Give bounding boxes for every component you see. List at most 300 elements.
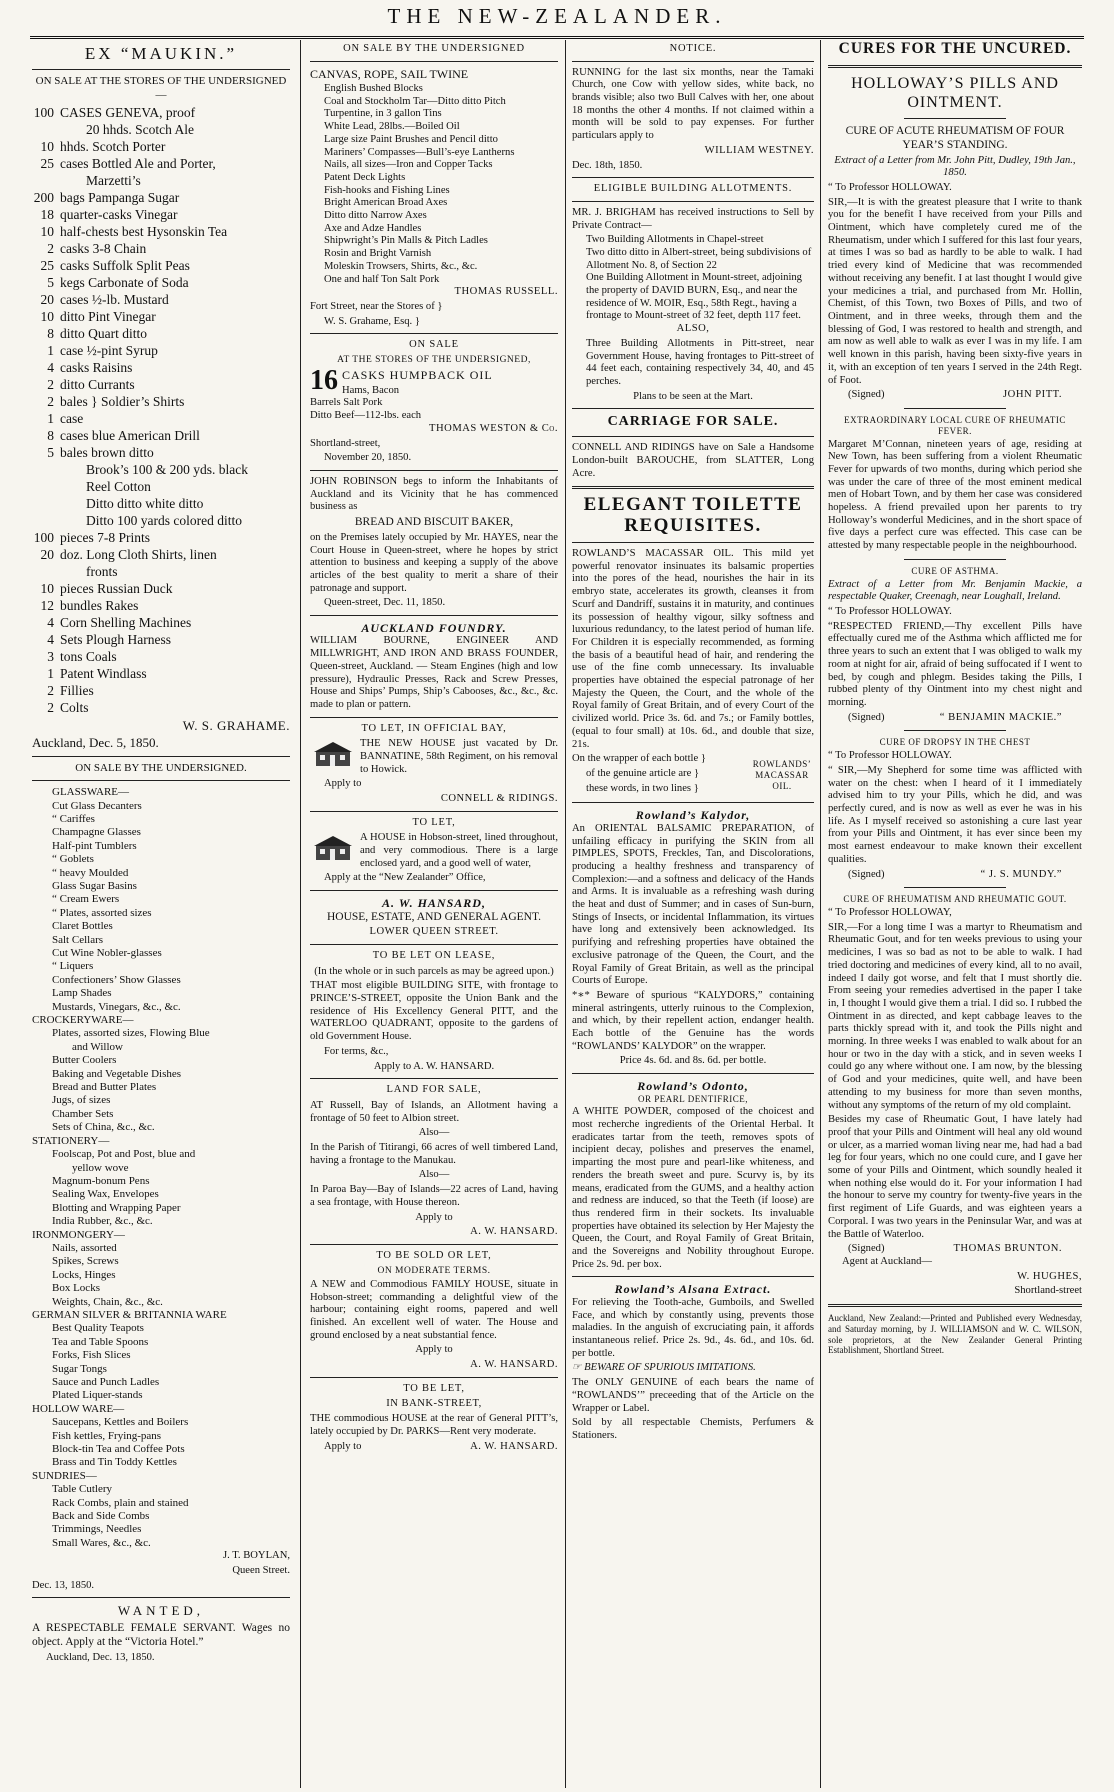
catalogue-text: Butter Coolers — [52, 1054, 117, 1067]
catalogue-text: Rack Combs, plain and stained — [52, 1496, 189, 1509]
list-item: Two Building Allotments in Chapel-street — [586, 234, 764, 246]
brunton-address: “ To Professor HOLLOWAY, — [828, 907, 952, 918]
mackie-address: “ To Professor HOLLOWAY. — [828, 606, 952, 618]
catalogue-line — [32, 1041, 290, 1054]
robinson-date: Queen-street, Dec. 11, 1850. — [324, 597, 446, 609]
catalogue-line — [32, 1403, 290, 1416]
boylan-title: ON SALE BY THE UNDERSIGNED. — [75, 761, 247, 774]
catalogue-text: Sealing Wax, Envelopes — [52, 1188, 159, 1201]
weston-subtitle: AT THE STORES OF THE UNDERSIGNED, — [337, 354, 531, 365]
catalogue-line — [32, 1282, 290, 1295]
inventory-text: Patent Windlass — [60, 665, 147, 681]
agent-label: Agent at Auckland— — [842, 1255, 933, 1267]
inventory-text: pieces Russian Duck — [60, 580, 173, 596]
official-bay-text: THE NEW HOUSE just vacated by Dr. BANNATINE, 58th Regiment, on his removal to Howick. — [360, 738, 558, 775]
inventory-row — [32, 614, 290, 631]
inventory-row — [32, 563, 290, 580]
catalogue-line — [32, 1510, 290, 1523]
notice-date: Dec. 18th, 1850. — [572, 159, 643, 171]
list-item: Turpentine, in 3 gallon Tins — [324, 108, 442, 120]
catalogue-line — [32, 1363, 290, 1376]
catalogue-line — [32, 1014, 290, 1027]
catalogue-text: “ Cariffes — [52, 812, 95, 825]
pitt-signoff — [828, 389, 1082, 402]
inventory-row — [32, 206, 290, 223]
divider — [572, 542, 814, 543]
catalogue-text: Blotting and Wrapping Paper — [52, 1201, 181, 1214]
divider — [310, 944, 558, 945]
catalogue-text: Small Wares, &c., &c. — [52, 1536, 151, 1549]
macassar-wrapper-note — [572, 753, 814, 797]
russell-address-1: Fort Street, near the Stores of } — [310, 300, 443, 312]
inventory-text: case — [60, 410, 84, 426]
wanted-title: WANTED, — [117, 1603, 205, 1619]
allotments-also: ALSO, — [676, 323, 710, 335]
catalogue-text: Jugs, of sizes — [52, 1094, 111, 1107]
weston-number: 16 — [310, 365, 338, 397]
sold-subtitle: ON MODERATE TERMS. — [377, 1265, 491, 1276]
inventory-row — [32, 546, 290, 563]
divider — [310, 1244, 558, 1245]
inventory-qty: 5 — [47, 274, 54, 290]
notice-title: NOTICE. — [669, 43, 717, 54]
catalogue-line — [32, 1336, 290, 1349]
divider — [572, 436, 814, 437]
list-item: One and half Ton Salt Pork — [324, 273, 440, 285]
divider — [904, 118, 1006, 119]
divider — [32, 69, 290, 70]
catalogue-line — [32, 1430, 290, 1443]
inventory-text: tons Coals — [60, 648, 117, 664]
inventory-qty: 3 — [47, 648, 54, 664]
alsana-beware: ☞ BEWARE OF SPURIOUS IMITATIONS. — [572, 1362, 756, 1374]
inventory-qty: 1 — [47, 665, 54, 681]
list-item: White Lead, 28lbs.—Boiled Oil — [324, 121, 460, 133]
catalogue-text: Cut Glass Decanters — [52, 799, 142, 812]
inventory-text: bales } Soldier’s Shirts — [60, 393, 185, 409]
inventory-qty: 2 — [47, 699, 54, 715]
divider — [572, 486, 814, 489]
inventory-text: Colts — [60, 699, 89, 715]
inventory-text: bags Pampanga Sugar — [60, 189, 180, 205]
inventory-row — [32, 359, 290, 376]
inventory-text: kegs Carbonate of Soda — [60, 274, 189, 290]
catalogue-text: Saucepans, Kettles and Boilers — [52, 1416, 189, 1429]
divider — [310, 890, 558, 891]
list-item: Large size Paint Brushes and Pencil ditto — [324, 133, 498, 145]
catalogue-line — [32, 1269, 290, 1282]
catalogue-line — [32, 1162, 290, 1175]
list-item: Axe and Adze Handles — [324, 222, 422, 234]
inventory-row — [32, 189, 290, 206]
catalogue-line — [32, 1188, 290, 1201]
inventory-text: fronts — [86, 563, 118, 579]
catalogue-text: Sets of China, &c., &c. — [52, 1121, 155, 1134]
asthma-title: CURE OF ASTHMA. — [911, 565, 999, 576]
rheumatism-title: CURE OF ACUTE RHEUMATISM OF FOUR YEAR’S STANDING. — [845, 124, 1065, 151]
allotments-list — [572, 234, 814, 323]
sold-apply: Apply to — [415, 1344, 453, 1356]
inventory-text: ditto Currants — [60, 376, 135, 392]
catalogue-line — [32, 1229, 290, 1242]
catalogue-line — [32, 1027, 290, 1040]
russell-first-line: CANVAS, ROPE, SAIL TWINE — [310, 66, 469, 81]
catalogue-text: Fish kettles, Frying-pans — [52, 1429, 162, 1442]
inventory-qty: 12 — [40, 597, 54, 613]
catalogue-text: CROCKERYWARE— — [32, 1014, 134, 1027]
russell-signature: THOMAS RUSSELL. — [454, 286, 558, 298]
catalogue-text: Back and Side Combs — [52, 1510, 150, 1523]
inventory-text: Ditto 100 yards colored ditto — [86, 512, 242, 528]
catalogue-line — [32, 1202, 290, 1215]
column-1 — [32, 40, 290, 1788]
brunton-letter-2: Besides my case of Rheumatic Gout, I have lately had proof that your Pills and Ointment will heal any old wound or ulcer, as a married woman living near me, had had a bad leg for four years, which no one could cure, and I gave her some of your Pills and Ointment, which soundly healed it when nothing else would do it. For your information I had the honour to serve my country for twenty-five years in the first regiment of Life Guards, and was eighteen years a Corporal. I was two years in the Peninsular War, and was at the Battle of Waterloo. — [828, 1114, 1082, 1240]
inventory-row — [32, 580, 290, 597]
catalogue-text: Cut Wine Nobler-glasses — [52, 947, 162, 960]
inventory-qty: 1 — [47, 342, 54, 358]
catalogue-text: Foolscap, Pot and Post, blue and — [52, 1148, 196, 1161]
list-item: Fish-hooks and Fishing Lines — [324, 184, 450, 196]
hobson-text: A HOUSE in Hobson-street, lined throughout, and very commodious. There is a large enclosed yard, and a good well of water, — [360, 832, 558, 869]
divider — [310, 717, 558, 718]
robinson-text: on the Premises lately occupied by Mr. HAYES, near the Court House in Queen-street, where he hopes by strict attention to business and keeping a supply of the above articles of the best quality to merit a share of their patronage and support. — [310, 531, 558, 594]
weston-place: Shortland-street, — [310, 437, 381, 449]
inventory-qty: 2 — [47, 376, 54, 392]
catalogue-text: Half-pint Tumblers — [52, 839, 137, 852]
inventory-text: doz. Long Cloth Shirts, linen — [60, 546, 217, 562]
column-rule — [300, 40, 301, 1788]
brunton-signed: (Signed) — [848, 1243, 885, 1255]
inventory-qty: 10 — [40, 580, 54, 596]
inventory-text: casks Raisins — [60, 359, 133, 375]
catalogue-text: Block-tin Tea and Coffee Pots — [52, 1443, 185, 1456]
catalogue-line — [32, 786, 290, 799]
inventory-qty: 100 — [33, 104, 54, 120]
catalogue-text: Tea and Table Spoons — [52, 1335, 149, 1348]
catalogue-line — [32, 826, 290, 839]
inventory-row — [32, 172, 290, 189]
inventory-text: Fillies — [60, 682, 94, 698]
catalogue-line — [32, 813, 290, 826]
list-item: Patent Deck Lights — [324, 171, 406, 183]
catalogue-line — [32, 907, 290, 920]
russell-list — [310, 83, 558, 286]
inventory-text: case ½-pint Syrup — [60, 342, 158, 358]
inventory-row — [32, 648, 290, 665]
mundy-signoff — [828, 869, 1082, 882]
alsana-sold: Sold by all respectable Chemists, Perfumers & Stationers. — [572, 1417, 814, 1441]
catalogue-text: Baking and Vegetable Dishes — [52, 1067, 182, 1080]
catalogue-text: Champagne Glasses — [52, 826, 141, 839]
inventory-qty: 18 — [40, 206, 54, 222]
inventory-row — [32, 376, 290, 393]
catalogue-text: Table Cutlery — [52, 1483, 113, 1496]
inventory-qty: 2 — [47, 393, 54, 409]
inventory-row — [32, 682, 290, 699]
catalogue-text: Sugar Tongs — [52, 1362, 107, 1375]
wanted-text: A RESPECTABLE FEMALE SERVANT. Wages no object. Apply at the “Victoria Hotel.” — [32, 1622, 290, 1648]
dropsy-title: CURE OF DROPSY IN THE CHEST — [879, 737, 1031, 748]
land-text-2: In the Parish of Titirangi, 66 acres of well timbered Land, having a frontage to the Manukau. — [310, 1142, 558, 1166]
land-text-3: In Paroa Bay—Bay of Islands—22 acres of Land, having a sea frontage, with House thereon. — [310, 1184, 558, 1208]
catalogue-line — [32, 1215, 290, 1228]
list-item: Nails, all sizes—Iron and Copper Tacks — [324, 159, 493, 171]
catalogue-text: Forks, Fish Slices — [52, 1349, 131, 1362]
toilette-title: ELEGANT TOILETTE REQUISITES. — [583, 494, 803, 537]
official-bay-signature: CONNELL & RIDINGS. — [440, 793, 558, 805]
list-item: Ditto Beef—112-lbs. each — [310, 410, 422, 422]
catalogue-line — [32, 1255, 290, 1268]
catalogue-text: Best Quality Teapots — [52, 1322, 144, 1335]
column-rule — [565, 40, 566, 1788]
maukin-date: Auckland, Dec. 5, 1850. — [32, 735, 159, 751]
inventory-qty: 25 — [40, 155, 54, 171]
divider — [904, 408, 1006, 409]
hansard-place: LOWER QUEEN STREET. — [369, 926, 499, 938]
house-cut-icon — [310, 834, 356, 862]
pitt-letter: SIR,—It is with the greatest pleasure that I write to thank you for the benefit I have received from your Pills and Ointment, which have completely cured me of the Rheumatism, under which I suffered for this last four years, at times I was so bad as hardly to be able to walk. I had tried every kind of Medicine that was recommended without receiving any benefit. I at last thought I would give your medicines a trial, and purchased from Mr. Hollin, Chemist, of this Town, two Boxes of Pills, and two of Ointment, and in three weeks, through them and the blessing of God, I was restored to health and strength, and am now as well able to walk as ever I was in my life. I am well known in this parish, having been sixty-five years in it, with an exception of ten years I served in the 24th Regt. of Foot. — [828, 196, 1082, 386]
allotments-item-4: Three Building Allotments in Pitt-street, near Government House, having frontages to Pitt-street of 44 feet each, containing respectively 34, 40, and 45 perches. — [586, 337, 814, 387]
inventory-row — [32, 631, 290, 648]
wanted-date: Auckland, Dec. 13, 1850. — [46, 1651, 155, 1663]
divider — [572, 61, 814, 62]
list-item: Moleskin Trowsers, Shirts, &c., &c. — [324, 260, 478, 272]
list-item: Coal and Stockholm Tar—Ditto ditto Pitch — [324, 95, 506, 107]
inventory-qty: 1 — [47, 410, 54, 426]
foundry-title: AUCKLAND FOUNDRY. — [361, 621, 507, 636]
inventory-qty: 2 — [47, 682, 54, 698]
boylan-place: Queen Street. — [232, 1565, 290, 1576]
catalogue-text: Bread and Butter Plates — [52, 1081, 157, 1094]
inventory-text: Ditto ditto white ditto — [86, 495, 204, 511]
divider — [310, 615, 558, 616]
notice-text: RUNNING for the last six months, near the Tamaki Church, one Cow with yellow sides, white back, no brands visible; also two Bull Calves with her, one about 18 months the other 4 months. If not claimed within a month will be sold to pay expenses. For further particulars apply to — [572, 66, 814, 142]
catalogue-text: Salt Cellars — [52, 933, 104, 946]
inventory-row — [32, 121, 290, 138]
inventory-qty: 10 — [40, 138, 54, 154]
maukin-signature: W. S. GRAHAME. — [182, 717, 290, 733]
catalogue-line — [32, 920, 290, 933]
catalogue-text: Mustards, Vinegars, &c., &c. — [52, 1000, 181, 1013]
catalogue-line — [32, 880, 290, 893]
boylan-date: Dec. 13, 1850. — [32, 1579, 95, 1591]
catalogue-line — [32, 1456, 290, 1469]
inventory-text: bales brown ditto — [60, 444, 154, 460]
sold-text: A NEW and Commodious FAMILY HOUSE, situate in Hobson-street; commanding a delightful view of the harbour; containing eight rooms, papered and well finished. An excellent well of water. The House and ground enclosed by a neat substantial fence. — [310, 1278, 558, 1341]
sold-signature: A. W. HANSARD. — [470, 1359, 558, 1371]
catalogue-text: IRONMONGERY— — [32, 1228, 125, 1241]
inventory-text: cases Bottled Ale and Porter, — [60, 155, 216, 171]
bank-subtitle: IN BANK-STREET, — [386, 1398, 482, 1410]
catalogue-text: yellow wove — [72, 1161, 129, 1174]
inventory-text: ditto Pint Vinegar — [60, 308, 156, 324]
mackie-letter: “RESPECTED FRIEND,—Thy excellent Pills have effectually cured me of the Asthma which afflicted me for three years to such an extent that I was obliged to walk my room at night for air, afraid of being suffocated if I went to bed, by cough and phlegm. Besides taking the Pills, I rubbed plenty of thy Ointment into my chest night and morning. — [828, 620, 1082, 708]
hobson-apply: Apply at the “New Zealander” Office, — [324, 872, 486, 884]
inventory-row — [32, 410, 290, 427]
macassar-wrapper-3: these words, in two lines } — [586, 782, 699, 794]
catalogue-text: Nails, assorted — [52, 1241, 117, 1254]
macassar-text: ROWLAND’S MACASSAR OIL. This mild yet powerful renovator insinuates its balsamic properties into the pores of the head, nourishes the hair in its embryo state, accelerates its growth, cleanses it from Scurf and Dandriff, sustains it in maturity, and continues its possession of healthy vigour, silky softness and luxurious redundancy, to the latest period of human life. For Children it is especially recommended, as forming the basis of a beautiful head of hair, and rendering the use of the fine comb unnecessary. Its invaluable properties have obtained the especial patronage of her Majesty the Queen, the Court, and the whole of the Royal family of Great Britain, and of every Court of the civilized world. Price 3s. 6d. and 7s.; or Family bottles, (equal to four small) at 10s. 6d., and double that size, 21s. — [572, 548, 814, 750]
catalogue-text: Lamp Shades — [52, 987, 112, 1000]
boylan-signature: J. T. BOYLAN, — [223, 1550, 290, 1562]
robinson-intro: JOHN ROBINSON begs to inform the Inhabitants of Auckland and its Vicinity that he has commenced business as — [310, 475, 558, 513]
inventory-qty: 2 — [47, 240, 54, 256]
catalogue-text: Brass and Tin Toddy Kettles — [52, 1456, 177, 1469]
catalogue-line — [32, 1242, 290, 1255]
alsana-title: Rowland’s Alsana Extract. — [614, 1282, 772, 1297]
notice-signature: WILLIAM WESTNEY. — [704, 144, 814, 156]
divider — [904, 559, 1006, 560]
inventory-qty: 10 — [40, 223, 54, 239]
inventory-qty: 25 — [40, 257, 54, 273]
lease-subtitle: (In the whole or in such parcels as may be agreed upon.) — [314, 965, 554, 977]
catalogue-line — [32, 1309, 290, 1322]
agent-name: W. HUGHES, — [1017, 1270, 1082, 1282]
catalogue-line — [32, 853, 290, 866]
macassar-wrapper-2: of the genuine article are } — [586, 768, 700, 779]
inventory-row — [32, 308, 290, 325]
list-item: English Bushed Blocks — [324, 82, 423, 94]
catalogue-line — [32, 1523, 290, 1536]
odonto-title: Rowland’s Odonto, — [637, 1079, 749, 1094]
divider — [310, 1078, 558, 1079]
pitt-address: “ To Professor HOLLOWAY. — [828, 181, 952, 193]
catalogue-text: GERMAN SILVER & BRITANNIA WARE — [32, 1308, 227, 1321]
catalogue-line — [32, 867, 290, 880]
odonto-subtitle: OR PEARL DENTIFRICE, — [638, 1093, 748, 1104]
mundy-address: “ To Professor HOLLOWAY. — [828, 750, 952, 762]
land-apply: Apply to — [415, 1211, 453, 1223]
catalogue-text: Chamber Sets — [52, 1107, 114, 1120]
catalogue-line — [32, 1001, 290, 1014]
inventory-row — [32, 274, 290, 291]
catalogue-text: Sauce and Punch Ladles — [52, 1376, 160, 1389]
imprint: Auckland, New Zealand:—Printed and Published every Wednesday, and Saturday morning, by J. WILLIAMSON and W. C. WILSON, sole proprietors, at the New Zealander General Printing Establishment, Shortland Street. — [828, 1313, 1082, 1356]
inventory-text: cases ½-lb. Mustard — [60, 291, 169, 307]
catalogue-line — [32, 800, 290, 813]
land-title: LAND FOR SALE, — [386, 1084, 482, 1096]
inventory-row — [32, 478, 290, 495]
list-item: Hams, Bacon — [342, 384, 400, 396]
bank-title: TO BE LET, — [403, 1382, 465, 1394]
lease-apply: Apply to A. W. HANSARD. — [373, 1060, 495, 1072]
catalogue-line — [32, 987, 290, 1000]
divider — [310, 1377, 558, 1378]
catalogue-text: Box Locks — [52, 1282, 100, 1295]
catalogue-text: STATIONERY— — [32, 1134, 110, 1147]
inventory-qty: 100 — [33, 529, 54, 545]
divider — [572, 177, 814, 178]
inventory-text: Brook’s 100 & 200 yds. black — [86, 461, 248, 477]
list-item: Shipwright’s Pin Malls & Pitch Ladles — [324, 235, 488, 247]
catalogue-text: “ Cream Ewers — [52, 893, 120, 906]
cures-title: CURES FOR THE UNCURED. — [838, 40, 1072, 57]
agent-place: Shortland-street — [1014, 1285, 1082, 1297]
kalydor-beware: *∗* Beware of spurious “KALYDORS,” containing mineral astringents, utterly ruinous to the Complexion, and which, by their repellent action, endanger health. Each bottle of the Genuine has the words “ROWLANDS’ KALYDOR” on the wrapper. — [572, 989, 814, 1052]
pitt-signed: (Signed) — [848, 389, 885, 401]
list-item: Rosin and Bright Varnish — [324, 248, 432, 260]
divider — [310, 61, 558, 62]
catalogue-line — [32, 1416, 290, 1429]
inventory-text: ditto Quart ditto — [60, 325, 147, 341]
catalogue-text: “ Goblets — [52, 853, 94, 866]
brunton-letter: SIR,—For a long time I was a martyr to Rheumatism and Rheumatic Gout, and for ten weeks previous to using your medicines, I was so bad as not to be able to walk. I had tried doctoring and medicines of every kind, all to no avail, indeed I daily got worse, and felt that I must shortly die. From seeing your remedies advertised in the paper I take in, I thought I would give them a trial. I did so. I rubbed the Ointment in as directed, and kept cabbage leaves to the parts thickly spread with it, and took the Pills night and morning. In three weeks I was enabled to walk about for an hour or two in the day with a stick, and in seven weeks I could go any where without one. I am now, by the blessing of God and your medicines, quite well, and have been attending to my business for more than seven months, without any symptoms of the return of my old complaint. — [828, 921, 1082, 1111]
inventory-row — [32, 138, 290, 155]
catalogue-line — [32, 934, 290, 947]
inventory-row — [32, 104, 290, 121]
list-item: Mariners’ Compasses—Bull’s-eye Lantherns — [324, 146, 515, 158]
land-also-2: Also— — [418, 1169, 450, 1181]
pitt-name: JOHN PITT. — [1003, 389, 1062, 401]
inventory-text: pieces 7-8 Prints — [60, 529, 150, 545]
inventory-row — [32, 325, 290, 342]
divider — [572, 1276, 814, 1277]
inventory-row — [32, 665, 290, 682]
divider — [32, 1597, 290, 1598]
catalogue-text: India Rubber, &c., &c. — [52, 1215, 153, 1228]
russell-address-2: W. S. Grahame, Esq. } — [324, 315, 420, 327]
catalogue-line — [32, 1349, 290, 1362]
inventory-text: CASES GENEVA, proof — [60, 104, 196, 120]
inventory-row — [32, 699, 290, 716]
boylan-catalogue — [32, 786, 290, 1550]
maukin-inventory — [32, 104, 290, 716]
catalogue-line — [32, 1081, 290, 1094]
kalydor-text: An ORIENTAL BALSAMIC PREPARATION, of unfailing efficacy in purifying the SKIN from all PIMPLES, SPOTS, Freckles, Tan, and Discolorations, producing a healthy freshness and transparency of Complexion:—and a softness and delicacy of the Hands and Arms. It is invaluable as a refreshing wash during the heat and dust of Summer; and in cases of Sun-burn, Stings of Insects, or incidental Inflammation, its virtues have long and extensively been acknowledged. Its purifying and refreshing properties have obtained the exclusive patronage of the Queen, the Court, and the Royal Family of Great Britain, as well as the principal Courts of Europe. — [572, 822, 814, 987]
inventory-row — [32, 444, 290, 461]
catalogue-line — [32, 1322, 290, 1335]
catalogue-text: and Willow — [72, 1040, 123, 1053]
inventory-qty: 20 — [40, 291, 54, 307]
catalogue-line — [32, 974, 290, 987]
mcconnan-title: EXTRAORDINARY LOCAL CURE OF RHEUMATIC FEVER. — [844, 414, 1066, 436]
lease-title: TO BE LET ON LEASE, — [372, 950, 496, 962]
catalogue-line — [32, 1135, 290, 1148]
catalogue-line — [32, 1483, 290, 1496]
inventory-text: bundles Rakes — [60, 597, 139, 613]
catalogue-line — [32, 1054, 290, 1067]
catalogue-text: Glass Sugar Basins — [52, 879, 137, 892]
gout-title: CURE OF RHEUMATISM AND RHEUMATIC GOUT. — [843, 894, 1067, 905]
inventory-qty: 200 — [33, 189, 54, 205]
mundy-signed: (Signed) — [848, 868, 885, 880]
catalogue-text: Plated Liquer-stands — [52, 1389, 143, 1402]
catalogue-line — [32, 1148, 290, 1161]
inventory-row — [32, 597, 290, 614]
inventory-qty: 4 — [47, 614, 54, 630]
inventory-row — [32, 291, 290, 308]
catalogue-text: “ Liquers — [52, 960, 94, 973]
divider — [32, 780, 290, 781]
catalogue-text: Magnum-bonum Pens — [52, 1174, 150, 1187]
inventory-text: 20 hhds. Scotch Ale — [86, 121, 194, 137]
foundry-text: WILLIAM BOURNE, ENGINEER AND MILLWRIGHT, AND IRON AND BRASS FOUNDER, Queen-street, Auckland. — Steam Engines (high and low pressure), Hydraulic Presses, Rack and Screw Presses, House and Ships’ Pumps, Ship’s Cabooses, &c., &c., &c. made to plan or pattern. — [310, 635, 558, 710]
catalogue-line — [32, 1068, 290, 1081]
catalogue-line — [32, 1121, 290, 1134]
inventory-text: Reel Cotton — [86, 478, 151, 494]
inventory-text: casks 3-8 Chain — [60, 240, 147, 256]
list-item: Barrels Salt Pork — [310, 397, 383, 409]
allotments-plans: Plans to be seen at the Mart. — [633, 390, 753, 402]
bank-text: THE commodious HOUSE at the rear of General PITT’s, lately occupied by Dr. PARKS—Rent very moderate. — [310, 1413, 558, 1437]
kalydor-title: Rowland’s Kalydor, — [635, 808, 751, 823]
lease-terms: For terms, &c., — [324, 1045, 389, 1057]
divider — [904, 730, 1006, 731]
catalogue-text: HOLLOW WARE— — [32, 1402, 125, 1415]
inventory-row — [32, 393, 290, 410]
divider — [572, 408, 814, 409]
catalogue-text: Locks, Hinges — [52, 1268, 116, 1281]
